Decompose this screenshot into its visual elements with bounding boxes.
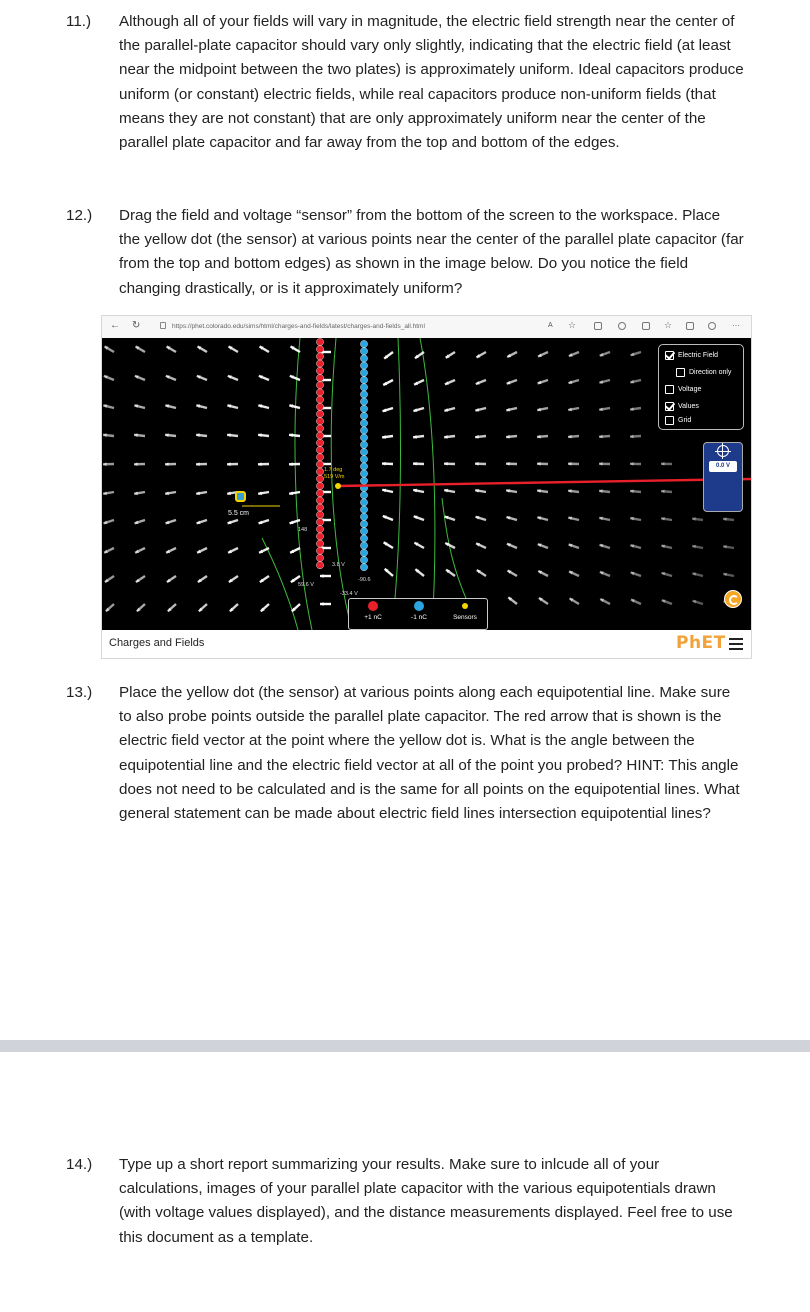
address-bar-url[interactable]: https://phet.colorado.edu/sims/html/charges-and-fields/latest/charges-and-fields_all.html	[172, 323, 425, 330]
positive-charge	[316, 389, 323, 396]
negative-charge	[360, 499, 367, 506]
positive-charge	[316, 360, 323, 367]
equipotential-label: 148	[298, 527, 308, 533]
reset-button[interactable]	[724, 590, 742, 608]
question-number: 12.)	[66, 207, 93, 224]
equipotential-line	[331, 338, 352, 630]
negative-charge	[360, 556, 367, 563]
positive-charge	[316, 346, 323, 353]
back-arrow-icon[interactable]: ←	[110, 320, 120, 331]
measuring-tape-icon[interactable]	[235, 491, 246, 502]
negative-charge	[360, 456, 367, 463]
positive-charge	[316, 504, 323, 511]
negative-charge	[360, 420, 367, 427]
field-vector-arrowhead	[599, 462, 603, 466]
field-vector-arrowhead	[258, 462, 262, 466]
negative-charge	[360, 441, 367, 448]
negative-charge	[360, 477, 367, 484]
negative-charge	[360, 405, 367, 412]
question-text: Place the yellow dot (the sensor) at various points along each equipotential line. Make sure to also probe points outside the parallel plate capacitor. The red arrow that is shown is the electric field vector at the point where the yellow dot is. What is the angle between the equipotential line and the electric field vector at all of the point you probed? HINT: This angle does not need to be calculated and is the same for all points on the equipotential lines. What general statement can be made about electric field lines intersection equipotential lines?	[119, 684, 740, 823]
question-text: Although all of your fields will vary in magnitude, the electric field strength near the center of the parallel-plate capacitor should vary only slightly, indicating that the electric field (at least near the midpoint between the two plates) is approximately uniform. Ideal capacitors produce uniform (or constant) electric fields, while real capacitors produce non-uniform fields (that means they are not constant) that are only approximately uniform near the center of the parallel plate capacitor and far away from the top and bottom of the edges.	[119, 13, 744, 152]
equipotential-label: -33.4 V	[340, 591, 358, 597]
question-text: Drag the field and voltage “sensor” from the bottom of the screen to the workspace. Place the yellow dot (the sensor) at various points near the center of the parallel plate capacitor (far from the top and bottom edges) as shown in the image below. Do you notice the field changing drastically, or is it approximately uniform?	[119, 207, 744, 297]
positive-charge	[316, 439, 323, 446]
sensor-magnitude-readout: 519 V/m	[324, 474, 345, 480]
field-vector-arrowhead	[537, 462, 541, 466]
positive-charge	[316, 547, 323, 554]
field-vector-arrowhead	[165, 462, 169, 466]
positive-charge	[316, 454, 323, 461]
negative-charge	[360, 564, 367, 571]
negative-charge	[360, 506, 367, 513]
equipotential-label: 59.6 V	[298, 582, 314, 588]
positive-charge	[316, 468, 323, 475]
question-number: 11.)	[66, 13, 92, 30]
option-voltage[interactable]: Voltage	[665, 385, 701, 397]
positive-charge	[316, 518, 323, 525]
profile-icon[interactable]	[708, 322, 716, 330]
more-options-icon[interactable]: ···	[732, 321, 740, 330]
positive-charge	[316, 490, 323, 497]
sensor-angle-readout: 1.7 deg	[324, 467, 343, 473]
simulation-canvas[interactable]	[102, 338, 751, 630]
option-values[interactable]: Values	[665, 402, 699, 414]
positive-charge	[316, 367, 323, 374]
tape-measure-label: 5.5 cm	[228, 510, 250, 517]
field-vector-arrowhead	[134, 462, 138, 466]
positive-charge	[316, 446, 323, 453]
negative-charge	[360, 355, 367, 362]
field-vector-arrowhead	[289, 462, 293, 466]
checkbox-icon[interactable]	[665, 385, 674, 394]
star-icon[interactable]: ☆	[568, 320, 577, 330]
page-break	[0, 1040, 810, 1052]
negative-charge-tool[interactable]: -1 nC	[399, 601, 439, 621]
negative-charge	[360, 434, 367, 441]
positive-charge	[316, 461, 323, 468]
electric-field-vectors	[102, 338, 751, 630]
positive-charge	[316, 418, 323, 425]
checkbox-icon[interactable]	[676, 368, 685, 377]
field-vector-arrowhead	[475, 462, 479, 466]
extension-icon[interactable]	[594, 322, 602, 330]
field-vector-arrowhead	[413, 462, 417, 466]
sensors-tool[interactable]: Sensors	[445, 601, 485, 621]
negative-charge	[360, 362, 367, 369]
negative-charge	[360, 470, 367, 477]
positive-charge	[316, 338, 323, 345]
field-vector-arrowhead	[506, 462, 510, 466]
refresh-extension-icon[interactable]	[618, 322, 626, 330]
charges-toolbox	[348, 598, 488, 630]
split-screen-icon[interactable]	[642, 322, 650, 330]
hamburger-menu-icon[interactable]	[729, 638, 743, 650]
favorites-icon[interactable]: ☆	[664, 320, 673, 330]
negative-charge	[360, 549, 367, 556]
equipotential-label: 3.8 V	[332, 562, 345, 568]
negative-charge-icon	[414, 601, 424, 611]
positive-charge	[316, 403, 323, 410]
field-vector-arrowhead	[196, 462, 200, 466]
crosshair-icon	[717, 445, 729, 457]
field-vector-arrowhead	[103, 462, 107, 466]
positive-charge	[316, 374, 323, 381]
positive-charge	[316, 554, 323, 561]
voltmeter-reading: 0.0 V	[709, 461, 737, 472]
positive-charge	[316, 410, 323, 417]
app-title: Charges and Fields	[109, 637, 205, 649]
positive-charge	[316, 497, 323, 504]
negative-charge	[360, 492, 367, 499]
positive-charge	[316, 482, 323, 489]
positive-charge	[316, 562, 323, 569]
positive-charge	[316, 511, 323, 518]
positive-charge	[316, 382, 323, 389]
phet-logo[interactable]: PhET	[676, 633, 726, 653]
checkbox-checked-icon[interactable]	[665, 351, 674, 360]
question-number: 14.)	[66, 1156, 93, 1173]
question-number: 13.)	[66, 684, 93, 701]
negative-charge	[360, 348, 367, 355]
positive-charge	[316, 533, 323, 540]
positive-charge	[316, 353, 323, 360]
negative-charge	[360, 391, 367, 398]
sim-navigation-bar	[102, 630, 751, 658]
field-vector-arrowhead	[320, 602, 324, 606]
negative-charge	[360, 412, 367, 419]
negative-charge	[360, 376, 367, 383]
negative-charge	[360, 340, 367, 347]
lock-icon	[160, 322, 166, 329]
option-direction-only[interactable]: Direction only	[676, 368, 731, 380]
collections-icon[interactable]	[686, 322, 694, 330]
field-vector-arrowhead	[382, 462, 386, 466]
negative-charge	[360, 448, 367, 455]
negative-charge	[360, 384, 367, 391]
positive-charge	[316, 475, 323, 482]
sensor-field-vector	[338, 479, 751, 486]
checkbox-icon[interactable]	[665, 416, 674, 425]
reload-icon[interactable]: ↻	[132, 320, 141, 331]
negative-charge	[360, 369, 367, 376]
field-vector-arrowhead	[444, 462, 448, 466]
positive-charge	[316, 432, 323, 439]
positive-charge	[316, 526, 323, 533]
positive-charge-tool[interactable]: +1 nC	[353, 601, 393, 621]
positive-charge	[316, 540, 323, 547]
browser-toolbar	[102, 316, 751, 339]
equipotential-label: -90.6	[358, 577, 371, 583]
field-vector-arrowhead	[661, 462, 665, 466]
positive-charge-icon	[368, 601, 378, 611]
negative-charge	[360, 520, 367, 527]
negative-charge	[360, 463, 367, 470]
negative-charge	[360, 542, 367, 549]
question-text: Type up a short report summarizing your results. Make sure to inlcude all of your calculations, images of your parallel plate capacitor with the various equipotentials drawn (with voltage values displayed), and the distance measurements displayed. Feel free to use this document as a template.	[119, 1156, 733, 1246]
option-electric-field[interactable]: Electric Field	[665, 351, 718, 363]
voltmeter[interactable]	[703, 442, 743, 512]
positive-charge	[316, 396, 323, 403]
field-vector-arrowhead	[227, 462, 231, 466]
field-vector-arrowhead	[630, 462, 634, 466]
negative-charge	[360, 528, 367, 535]
positive-charge	[316, 425, 323, 432]
field-vector-arrowhead	[568, 462, 572, 466]
field-vector-arrowhead	[320, 574, 324, 578]
simulation-screenshot	[101, 315, 752, 659]
negative-charge	[360, 513, 367, 520]
reader-icon[interactable]: A	[548, 322, 553, 329]
negative-charge	[360, 427, 367, 434]
option-grid[interactable]: Grid	[665, 416, 691, 428]
display-options-panel	[658, 344, 744, 430]
negative-charge	[360, 398, 367, 405]
negative-charge	[360, 535, 367, 542]
sensor-icon	[462, 603, 468, 609]
checkbox-checked-icon[interactable]	[665, 402, 674, 411]
sensor-dot	[335, 483, 341, 489]
